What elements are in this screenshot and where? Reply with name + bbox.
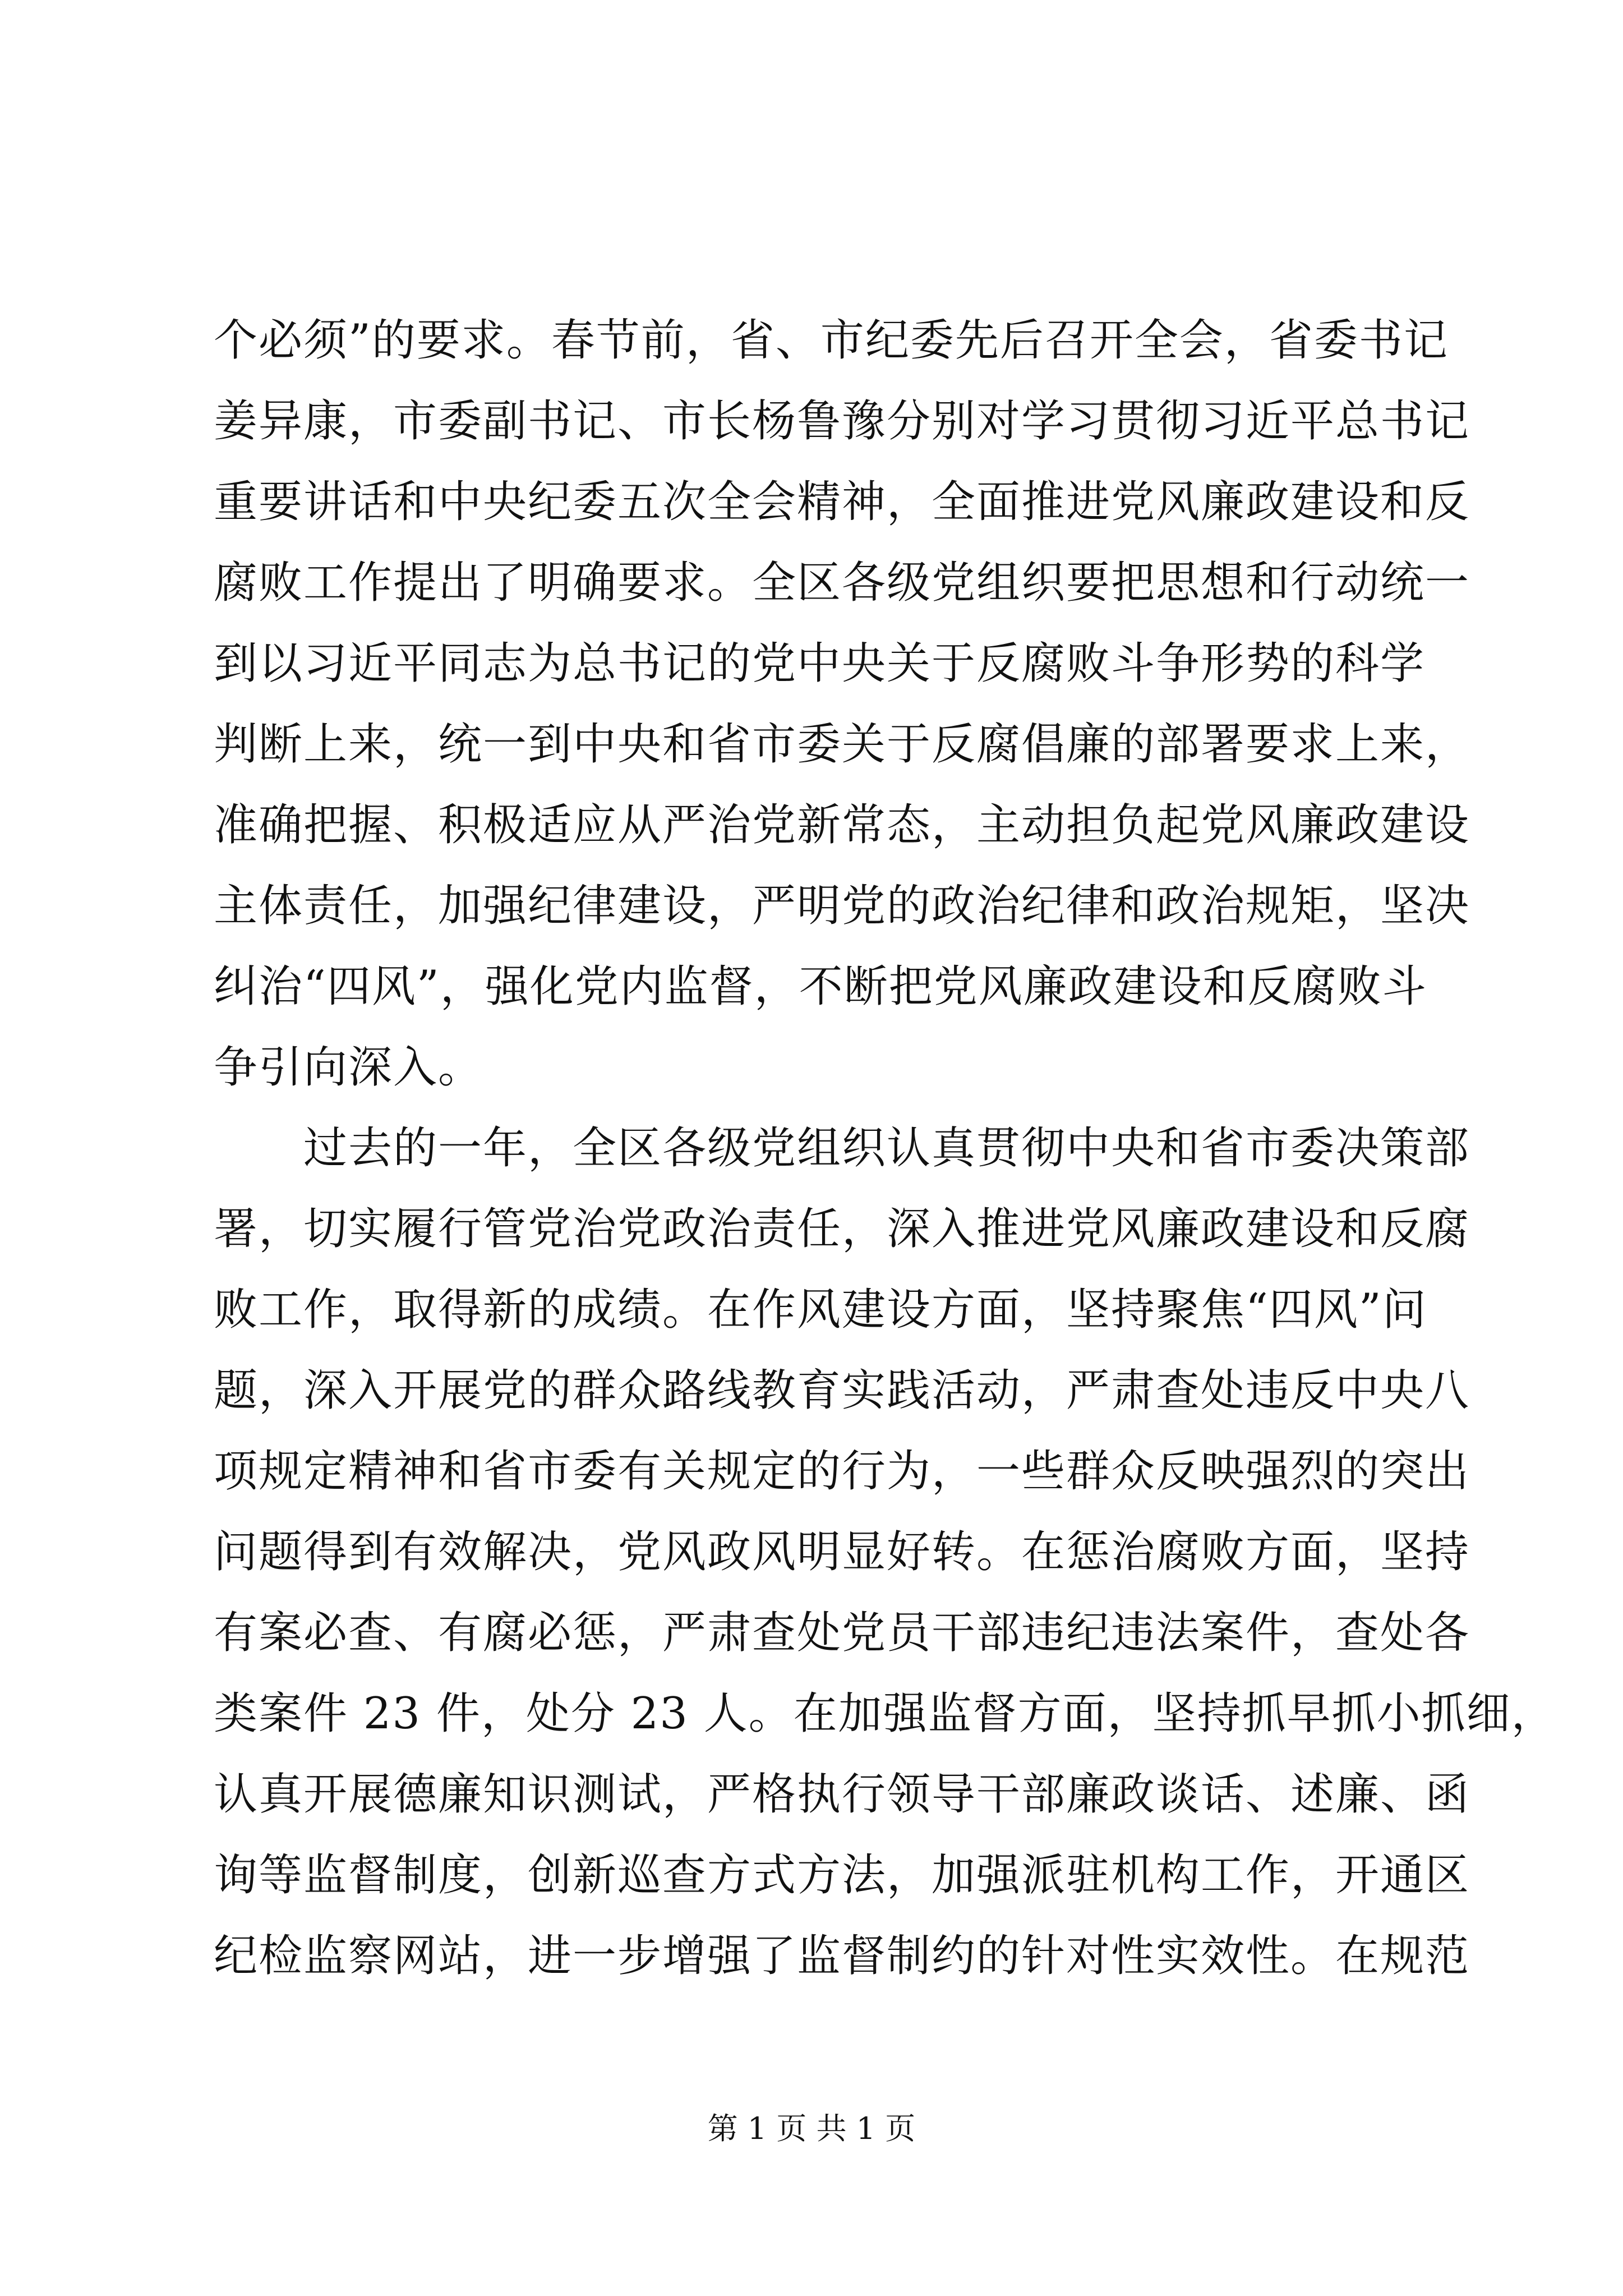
text-line: 败工作，取得新的成绩。在作风建设方面，坚持聚焦“四风”问 — [214, 1285, 1427, 1335]
text-line: 类案件 23 件，处分 23 人。在加强监督方面，坚持抓早抓小抓细， — [214, 1688, 1556, 1739]
text-line: 纠治“四风”，强化党内监督，不断把党风廉政建设和反腐败斗 — [214, 961, 1427, 1012]
text-line: 询等监督制度，创新巡查方式方法，加强派驻机构工作，开通区 — [214, 1850, 1470, 1901]
text-line: 姜异康，市委副书记、市长杨鲁豫分别对学习贯彻习近平总书记 — [214, 396, 1470, 447]
text-line: 重要讲话和中央纪委五次全会精神，全面推进党风廉政建设和反 — [214, 477, 1470, 527]
text-line: 有案必查、有腐必惩，严肃查处党员干部违纪违法案件，查处各 — [214, 1608, 1470, 1658]
text-line: 项规定精神和省市委有关规定的行为，一些群众反映强烈的突出 — [214, 1446, 1470, 1497]
text-line: 腐败工作提出了明确要求。全区各级党组织要把思想和行动统一 — [214, 558, 1470, 608]
text-line: 纪检监察网站，进一步增强了监督制约的针对性实效性。在规范 — [214, 1931, 1470, 1981]
text-line: 问题得到有效解决，党风政风明显好转。在惩治腐败方面，坚持 — [214, 1527, 1470, 1577]
text-line: 准确把握、积极适应从严治党新常态，主动担负起党风廉政建设 — [214, 800, 1470, 850]
text-line: 到以习近平同志为总书记的党中央关于反腐败斗争形势的科学 — [214, 638, 1426, 689]
text-line: 个必须”的要求。春节前，省、市纪委先后召开全会，省委书记 — [214, 315, 1449, 366]
paragraph-first-line: 过去的一年，全区各级党组织认真贯彻中央和省市委决策部 — [303, 1123, 1470, 1174]
text-line: 署，切实履行管党治党政治责任，深入推进党风廉政建设和反腐 — [214, 1204, 1470, 1254]
page-number-footer: 第 1 页 共 1 页 — [707, 2111, 916, 2146]
text-line: 判断上来，统一到中央和省市委关于反腐倡廉的部署要求上来， — [214, 719, 1470, 770]
text-line: 主体责任，加强纪律建设，严明党的政治纪律和政治规矩，坚决 — [214, 881, 1470, 931]
text-line: 题，深入开展党的群众路线教育实践活动，严肃查处违反中央八 — [214, 1365, 1470, 1416]
text-line: 争引向深入。 — [214, 1042, 483, 1093]
text-line: 认真开展德廉知识测试，严格执行领导干部廉政谈话、述廉、函 — [214, 1769, 1470, 1820]
